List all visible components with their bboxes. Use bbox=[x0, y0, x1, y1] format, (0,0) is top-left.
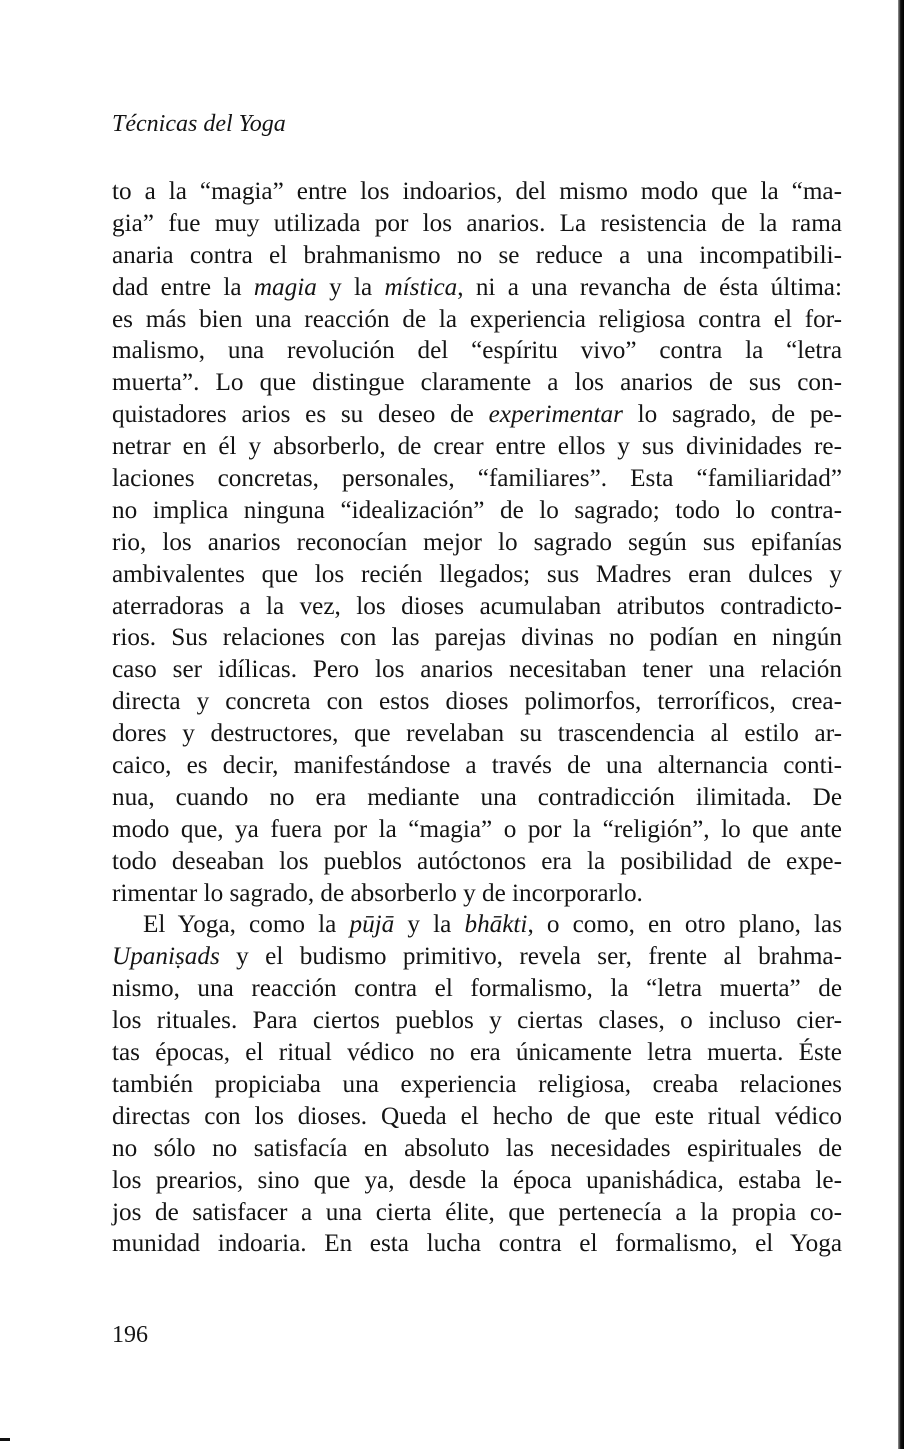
text-line bbox=[112, 304, 842, 336]
italic-text: pūjā bbox=[349, 911, 395, 939]
text-run: no sólo no satisfacía en absoluto las necesidades espirituales de bbox=[112, 1134, 842, 1162]
text-line bbox=[112, 718, 842, 750]
text-line bbox=[112, 463, 842, 495]
text-run: rimentar lo sagrado, de absorberlo y de incorporarlo. bbox=[112, 879, 643, 907]
text-line bbox=[112, 527, 842, 559]
text-run: nismo, una reacción contra el formalismo, la “letra muerta” de bbox=[112, 975, 842, 1003]
text-run: dad entre la bbox=[112, 273, 254, 301]
text-line bbox=[112, 399, 842, 431]
italic-text: magia bbox=[253, 273, 317, 301]
text-line bbox=[112, 1005, 842, 1037]
text-line bbox=[112, 654, 842, 686]
text-run: , o como, en otro plano, las bbox=[527, 911, 843, 939]
text-run: rios. Sus relaciones con las parejas divinas no podían en ningún bbox=[112, 624, 842, 652]
text-line bbox=[112, 782, 842, 814]
text-run: anaria contra el brahmanismo no se reduce a una incompatibili- bbox=[112, 241, 842, 269]
text-run: ambivalentes que los recién llegados; sus Madres eran dulces y bbox=[112, 560, 842, 588]
text-run: jos de satisfacer a una cierta élite, que pertenecía a la propia co- bbox=[112, 1198, 842, 1226]
text-run: y el budismo primitivo, revela ser, frente al brahma- bbox=[219, 943, 842, 971]
italic-text: Upaniṣads bbox=[112, 943, 220, 971]
text-run: caso ser idílicas. Pero los anarios necesitaban tener una relación bbox=[112, 656, 842, 684]
text-line bbox=[112, 973, 842, 1005]
text-run: nua, cuando no era mediante una contradicción ilimitada. De bbox=[112, 783, 842, 811]
page-number: 196 bbox=[112, 1322, 148, 1348]
text-line bbox=[112, 240, 842, 272]
text-run: los prearios, sino que ya, desde la época upanishádica, estaba le- bbox=[112, 1166, 842, 1194]
text-run: directas con los dioses. Queda el hecho de que este ritual védico bbox=[112, 1102, 842, 1130]
scan-mark bbox=[0, 1438, 10, 1441]
text-run: netrar en él y absorberlo, de crear entre ellos y sus divinidades re- bbox=[112, 433, 842, 461]
text-line bbox=[112, 814, 842, 846]
text-run: y la bbox=[394, 911, 465, 939]
italic-text: mística bbox=[384, 273, 458, 301]
text-run: dores y destructores, que revelaban su trascendencia al estilo ar- bbox=[112, 720, 842, 748]
text-run: y la bbox=[316, 273, 385, 301]
text-line bbox=[112, 878, 842, 910]
text-line bbox=[112, 591, 842, 623]
text-run: laciones concretas, personales, “familiares”. Esta “familiaridad” bbox=[112, 465, 842, 493]
text-run: no implica ninguna “idealización” de lo sagrado; todo lo contra- bbox=[112, 496, 842, 524]
text-line bbox=[112, 1101, 842, 1133]
text-line bbox=[112, 367, 842, 399]
text-line bbox=[112, 1069, 842, 1101]
text-run: malismo, una revolución del “espíritu vivo” contra la “letra bbox=[112, 337, 842, 365]
text-run: también propiciaba una experiencia religiosa, creaba relaciones bbox=[112, 1070, 842, 1098]
italic-text: experimentar bbox=[488, 401, 623, 429]
text-run: lo sagrado, de pe- bbox=[622, 401, 843, 429]
text-line bbox=[112, 1133, 842, 1165]
italic-text: bhākti bbox=[464, 911, 528, 939]
text-line bbox=[112, 750, 842, 782]
text-run: gia” fue muy utilizada por los anarios. La resistencia de la rama bbox=[112, 209, 842, 237]
text-run: es más bien una reacción de la experiencia religiosa contra el for- bbox=[112, 305, 842, 333]
text-line bbox=[112, 622, 842, 654]
scan-edge-shadow bbox=[898, 0, 904, 1449]
text-run: El Yoga, como la bbox=[143, 911, 350, 939]
text-line bbox=[112, 941, 842, 973]
text-run: caico, es decir, manifestándose a través de una alternancia conti- bbox=[112, 752, 842, 780]
text-run: to a la “magia” entre los indoarios, del mismo modo que la “ma- bbox=[112, 178, 842, 205]
text-run: directa y concreta con estos dioses polimorfos, terroríficos, crea- bbox=[112, 688, 842, 716]
text-run: quistadores arios es su deseo de bbox=[112, 401, 489, 429]
text-line bbox=[112, 1165, 842, 1197]
text-run: muerta”. Lo que distingue claramente a los anarios de sus con- bbox=[112, 369, 842, 397]
text-line bbox=[112, 1197, 842, 1229]
text-line bbox=[112, 846, 842, 878]
text-run: todo deseaban los pueblos autóctonos era la posibilidad de expe- bbox=[112, 847, 842, 875]
text-run: , ni a una revancha de ésta última: bbox=[457, 273, 842, 301]
text-line bbox=[112, 686, 842, 718]
text-line bbox=[112, 495, 842, 527]
text-line bbox=[112, 176, 842, 208]
body-text bbox=[112, 176, 842, 1260]
text-line bbox=[112, 272, 842, 304]
text-line bbox=[112, 208, 842, 240]
text-run: aterradoras a la vez, los dioses acumulaban atributos contradicto- bbox=[112, 592, 842, 620]
text-line bbox=[112, 1228, 842, 1260]
running-head: Técnicas del Yoga bbox=[112, 111, 286, 137]
text-run: modo que, ya fuera por la “magia” o por la “religión”, lo que ante bbox=[112, 815, 842, 843]
text-line bbox=[112, 1037, 842, 1069]
text-line bbox=[112, 559, 842, 591]
text-run: tas épocas, el ritual védico no era únicamente letra muerta. Éste bbox=[112, 1039, 842, 1067]
text-run: munidad indoaria. En esta lucha contra el formalismo, el Yoga bbox=[112, 1230, 842, 1258]
text-run: rio, los anarios reconocían mejor lo sagrado según sus epifanías bbox=[112, 528, 842, 556]
text-run: los rituales. Para ciertos pueblos y ciertas clases, o incluso cier- bbox=[112, 1007, 842, 1035]
text-line bbox=[112, 909, 842, 941]
text-line bbox=[112, 431, 842, 463]
text-line bbox=[112, 335, 842, 367]
